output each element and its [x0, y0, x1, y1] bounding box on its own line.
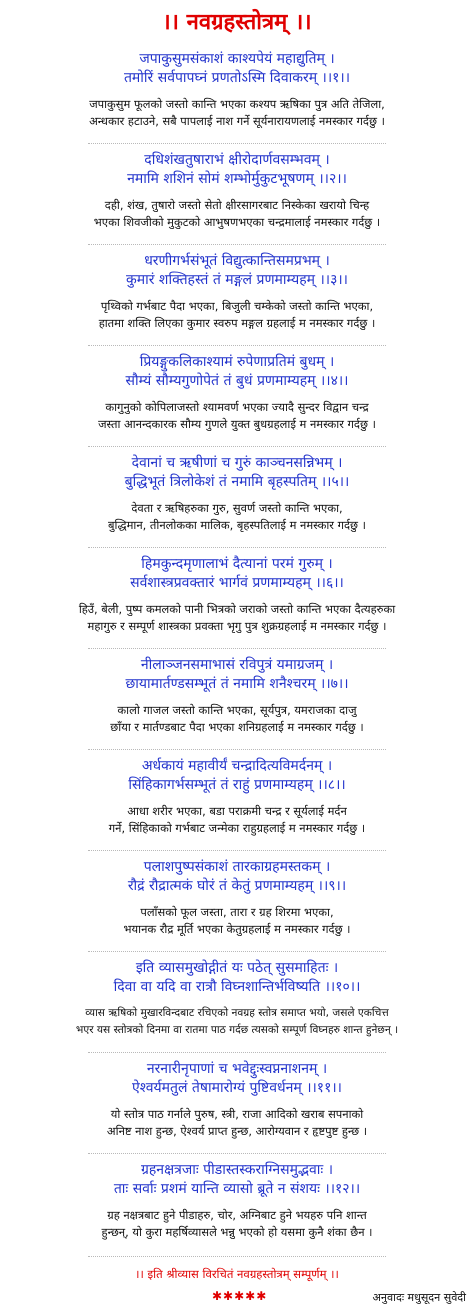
verse-1 [0, 50, 474, 130]
translation-line: पृथ्विको गर्भबाट पैदा भएका, बिजुली चम्केको जस्तो कान्ति भएका, [100, 299, 374, 313]
translation-line: कागुनुको कोपिलाजस्तो श्यामवर्ण भएका ज्यादै सुन्दर विद्वान चन्द्र [105, 400, 369, 414]
sloka-line: पलाशपुष्पसंकाशं तारकाग्रहमस्तकम् । [143, 859, 331, 875]
sloka-line: जपाकुसुमसंकाशं काश्यपेयं महाद्युतिम् । [139, 51, 335, 67]
sloka-line: सिंहिकागर्भसम्भूतं तं राहुं प्रणमाम्यहम् ।।८।। [128, 777, 346, 793]
sloka-line: दिवा वा यदि वा रात्रौ विघ्नशान्तिर्भविष्यति ।।१०।। [113, 979, 361, 995]
translation-line: आधा शरीर भएका, बडा पराक्रमी चन्द्र र सूर्यलाई मर्दन [127, 804, 347, 818]
sloka-line: इति व्यासमुखोद्गीतं यः पठेत् सुसमाहितः । [135, 960, 339, 976]
divider [88, 850, 386, 851]
sloka-line: बुद्धिभूतं त्रिलोकेशं तं नमामि बृहस्पतिम् ।।५।। [124, 474, 350, 490]
translation-line: भएका शिवजीको मुकुटको आभुषणभएका चन्द्रमालाई नमस्कार गर्दछु । [93, 215, 381, 229]
divider [88, 244, 386, 245]
translation-line: जस्ता आनन्दकारक सौम्य गुणले युक्त बुधग्रहलाई म नमस्कार गर्दछु । [98, 417, 376, 431]
sloka-line: रौद्रं रौद्रात्मकं घोरं तं केतुं प्रणमाम्यहम् ।।९।। [127, 878, 347, 894]
translator-credit: अनुवादः मधुसूदन सुवेदी [372, 1291, 466, 1304]
translation-line: भएर यस स्तोत्रको दिनमा वा रातमा पाठ गर्दछ त्यसको सम्पूर्ण विघ्नहरु शान्त हुनेछन् । [75, 1024, 399, 1036]
sloka-line: हिमकुन्दमृणालाभं दैत्यानां परमं गुरुम् । [141, 556, 333, 572]
translation-line: दही, शंख, तुषारो जस्तो सेतो क्षीरसागरबाट निस्केका खरायो चिन्ह [104, 198, 370, 212]
verse-6 [0, 555, 474, 635]
verse-2 [0, 151, 474, 231]
star-ornament: ✱✱✱✱✱ [212, 1289, 268, 1303]
sloka-line: प्रियङ्गुकलिकाश्यामं रुपेणाप्रतिमं बुधम् । [139, 354, 335, 370]
sloka-line: नरनारीनृपाणां च भवेद्दुःस्वप्ननाशनम् । [146, 1061, 328, 1077]
sloka-line: सौम्यं सौम्यगुणोपेतं तं बुधं प्रणमाम्यहम् ।।४।। [125, 373, 349, 389]
sloka-line: तमोरिं सर्वपापघ्नं प्रणतोऽस्मि दिवाकरम् ।।१।। [123, 70, 351, 86]
sloka-line: नमामि शशिनं सोमं शम्भोर्मुकुटभूषणम् ।।२।। [127, 171, 347, 187]
sloka-line: देवानां च ऋषीणां च गुरुं काञ्चनसन्निभम् । [131, 455, 343, 471]
verse-7 [0, 656, 474, 736]
sloka-line: ग्रहनक्षत्रजाः पीडास्तस्कराग्निसमुद्भवाः । [140, 1162, 334, 1178]
sloka-line: सर्वशास्त्रप्रवक्तारं भार्गवं प्रणमाम्यहम् ।।६।। [130, 575, 344, 591]
closing-line: ।। इति श्रीव्यास विरचितं नवग्रहस्तोत्रम् सम्पूर्णम् ।। [135, 1267, 339, 1281]
divider [88, 648, 386, 649]
divider [88, 1256, 386, 1257]
translation-line: देवता र ऋषिहरुका गुरु, सुवर्ण जस्तो कान्ति भएका, [131, 501, 343, 515]
verse-10 [0, 959, 474, 1039]
verse-9 [0, 858, 474, 938]
translation-line: पलाँसको फूल जस्ता, तारा र ग्रह शिरमा भएका, [140, 905, 334, 919]
divider [88, 1052, 386, 1053]
verse-11 [0, 1060, 474, 1140]
translation-line: छाँया र मार्तण्डबाट पैदा भएका शनिग्रहलाई म नमस्कार गर्दछु । [110, 720, 364, 734]
divider [88, 1153, 386, 1154]
verse-4 [0, 353, 474, 433]
translation-line: कालो गाजल जस्तो कान्ति भएका, सूर्यपुत्र, यमराजका दाजु [117, 703, 357, 717]
divider [88, 547, 386, 548]
divider [88, 749, 386, 750]
translation-line: व्यास ऋषिको मुखारविन्दबाट रचिएको नवग्रह स्तोत्र समाप्त भयो, जसले एकचित्त [85, 1007, 389, 1019]
verse-3 [0, 252, 474, 332]
divider [88, 446, 386, 447]
translation-line: हिउँ, बेली, पुष्प कमलको पानी भित्रको जराको जस्तो कान्ति भएका दैत्यहरुका [78, 602, 396, 616]
translation-line: अनिष्ट नाश हुन्छ, ऐश्वर्य प्राप्त हुन्छ, आरोग्यवान र हृष्टपुष्ट हुन्छ । [106, 1124, 368, 1138]
translation-line: बुद्धिमान, तीनलोकका मालिक, बृहस्पतिलाई म नमस्कार गर्दछु । [108, 518, 366, 532]
divider [88, 143, 386, 144]
verse-8 [0, 757, 474, 837]
sloka-line: ऐश्वर्यमतुलं तेषामारोग्यं पुष्टिवर्धनम् ।।११।। [132, 1080, 342, 1096]
divider [88, 345, 386, 346]
translation-line: हुन्छन्, यो कुरा महर्षिव्यासले भन्नु भएको हो यसमा कुनै शंका छैन । [101, 1225, 373, 1239]
translation-line: ग्रह नक्षत्रबाट हुने पीडाहरु, चोर, अग्निबाट हुने भयहरु पनि शान्त [107, 1208, 367, 1222]
sloka-line: ताः सर्वाः प्रशमं यान्ति व्यासो ब्रूते न संशयः ।।१२।। [113, 1181, 361, 1197]
translation-line: महागुरु र सम्पूर्ण शास्त्रका प्रवक्ता भृगु पुत्र शुक्रग्रहलाई म नमस्कार गर्दछु । [87, 619, 387, 633]
sloka-line: धरणीगर्भसंभूतं विद्युत्कान्तिसमप्रभम् । [144, 253, 330, 269]
sloka-line: अर्धकायं महावीर्यं चन्द्रादित्यविमर्दनम् । [141, 758, 333, 774]
translation-line: अन्धकार हटाउने, सबै पापलाई नाश गर्ने सूर्यनारायणलाई नमस्कार गर्दछु । [89, 114, 385, 128]
translation-line: यो स्तोत्र पाठ गर्नाले पुरुष, स्त्री, राजा आदिको खराब सपनाको [110, 1107, 364, 1121]
translation-line: जपाकुसुम फूलको जस्तो कान्ति भएका कश्यप ऋषिका पुत्र अति तेजिला, [89, 97, 385, 111]
sloka-line: दधिशंखतुषाराभं क्षीरोदार्णवसम्भवम् । [144, 152, 330, 168]
sloka-line: छायामार्तण्डसम्भूतं तं नमामि शनैश्चरम् ।।७।। [125, 676, 349, 692]
translation-line: भयानक रौद्र मूर्ति भएका केतुग्रहलाई म नमस्कार गर्दछु । [123, 922, 351, 936]
sloka-line: कुमारं शक्तिहस्तं तं मङ्गलं प्रणमाम्यहम् ।।३।। [126, 272, 348, 288]
page-title: ।। नवग्रहस्तोत्रम् ।। [162, 10, 312, 35]
verse-5 [0, 454, 474, 534]
translation-line: हातमा शक्ति लिएका कुमार स्वरुप मङ्गल ग्रहलाई म नमस्कार गर्दछु । [98, 316, 376, 330]
verse-12 [0, 1161, 474, 1241]
sloka-line: नीलाञ्जनसमाभासं रविपुत्रं यमाग्रजम् । [140, 657, 334, 673]
translation-line: गर्ने, सिंहिकाको गर्भबाट जन्मेका राहुग्रहलाई म नमस्कार गर्दछु । [108, 821, 366, 835]
divider [88, 951, 386, 952]
